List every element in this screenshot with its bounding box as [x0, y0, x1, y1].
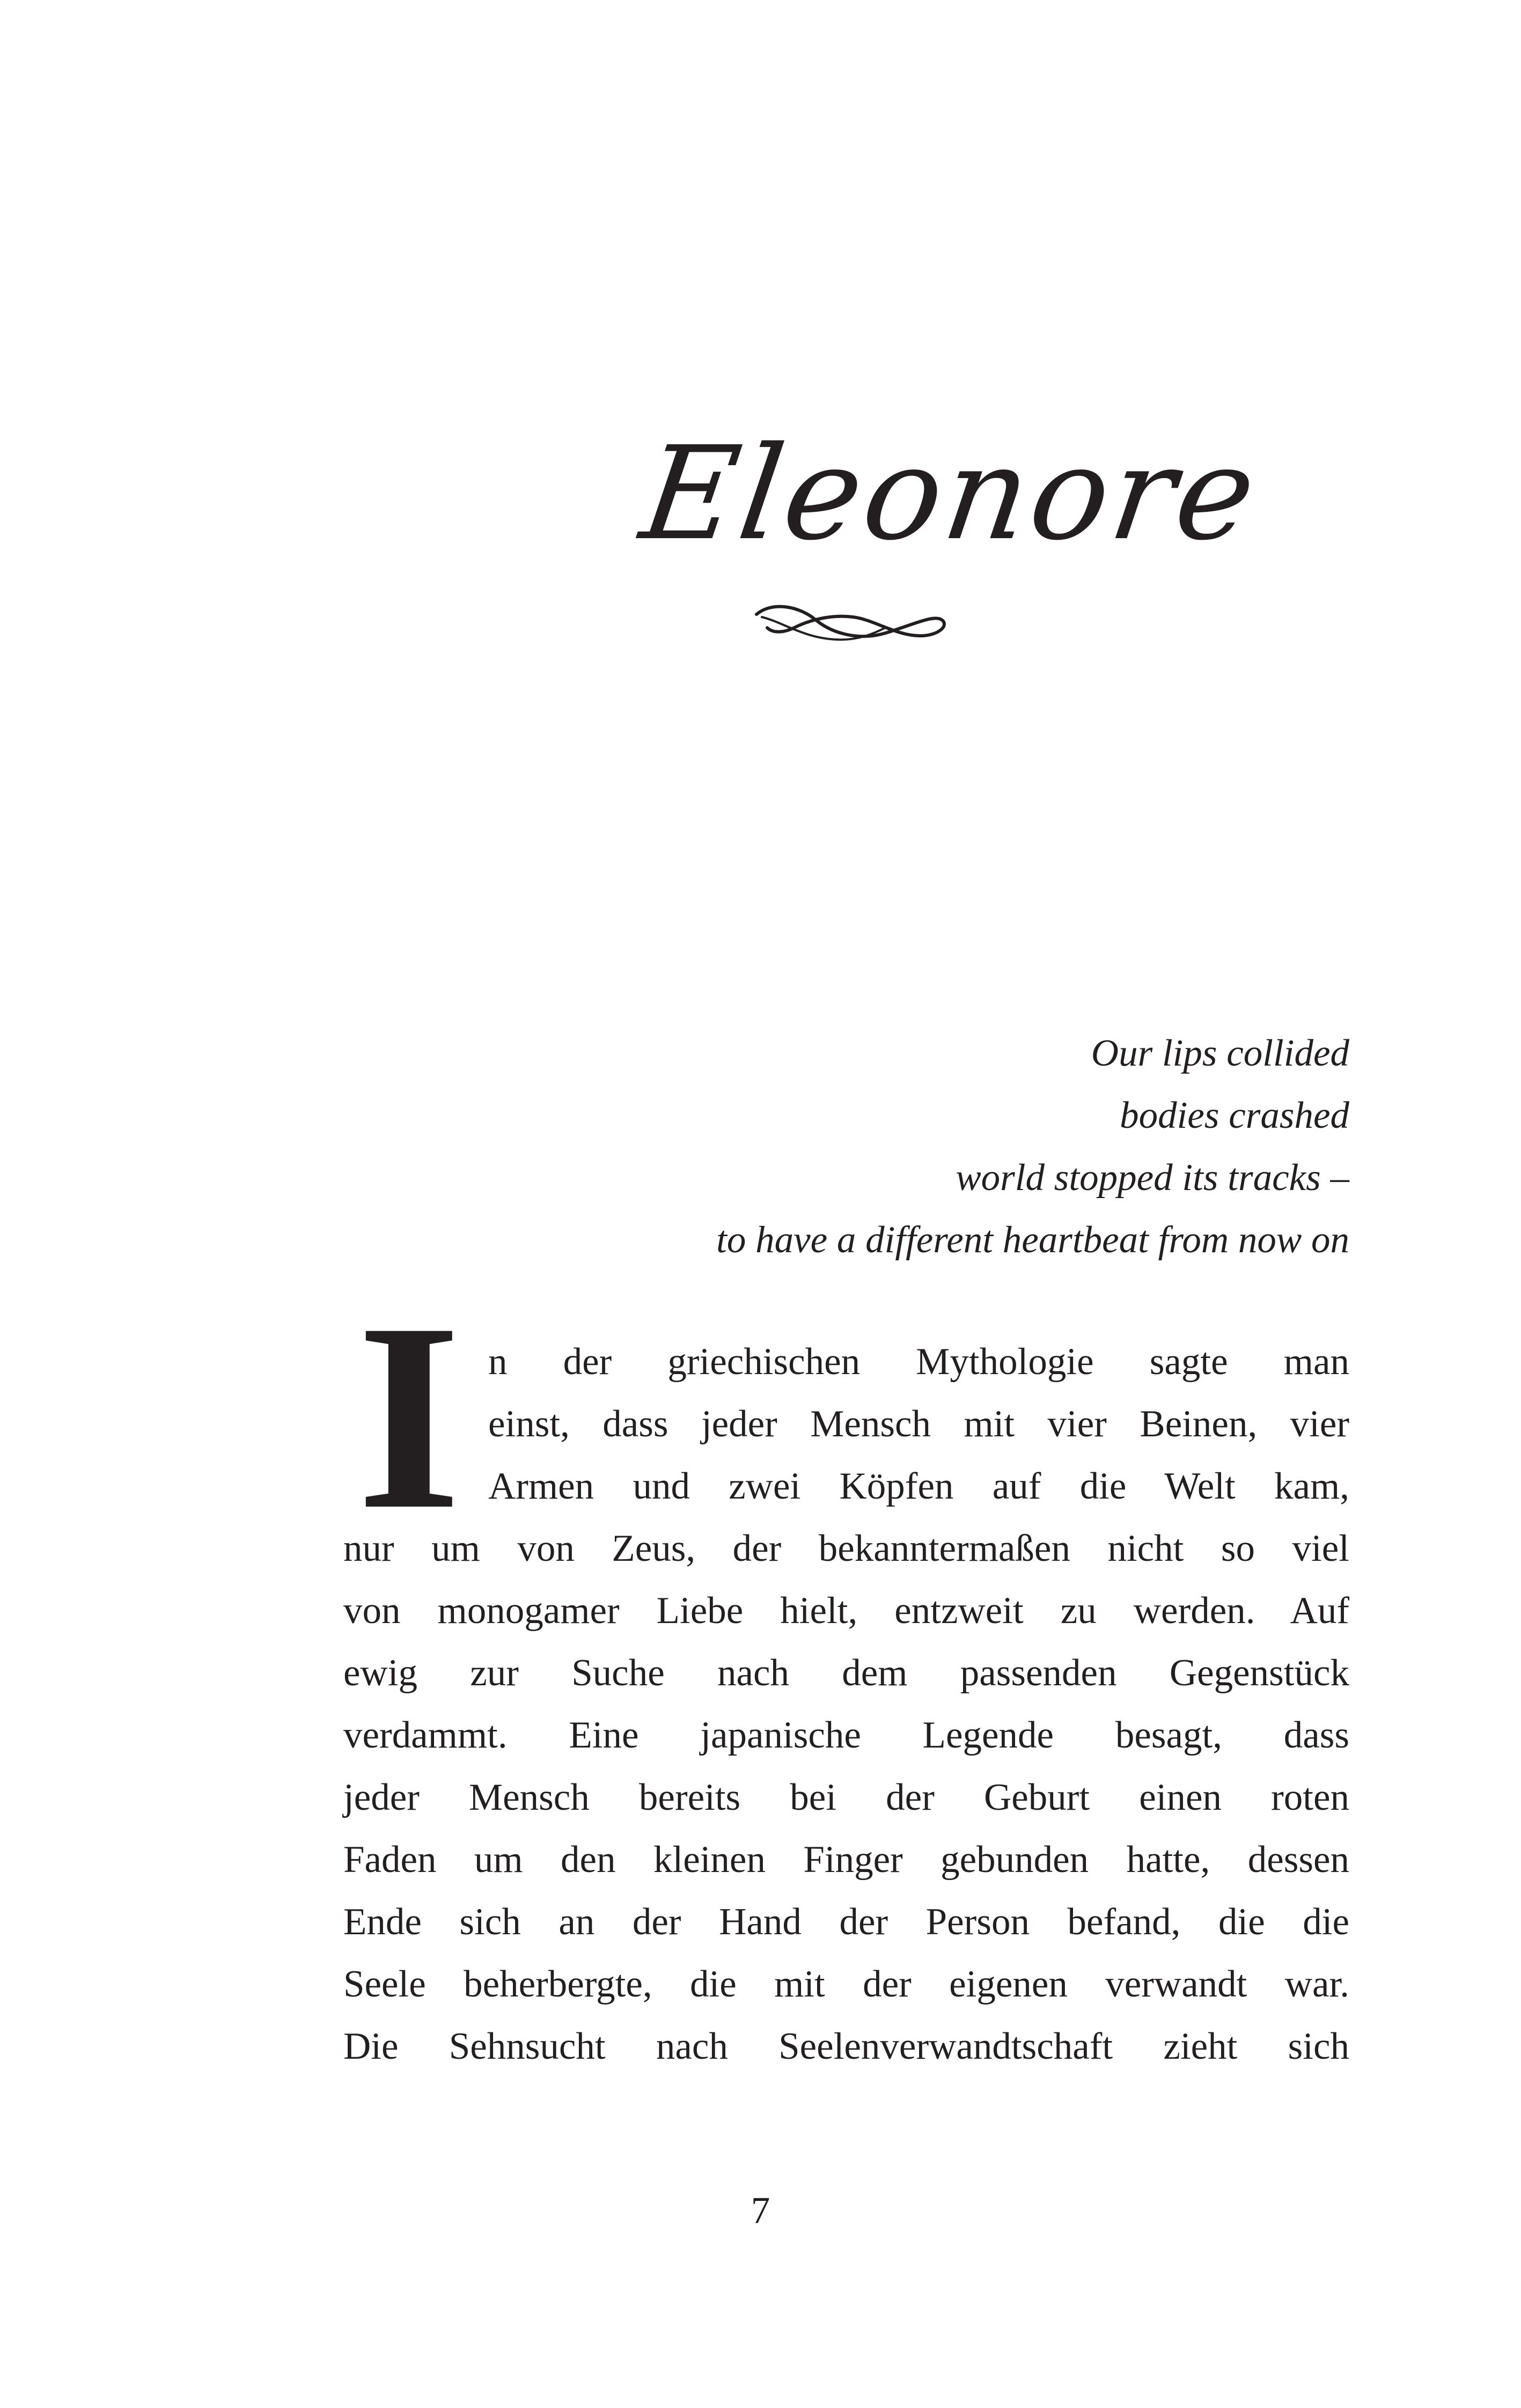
page-number: 7: [751, 2190, 770, 2231]
body-line: n der griechischen Mythologie sagte man: [488, 1341, 1349, 1383]
body-line: Seele beherbergte, die mit der eigenen verwandt war.: [343, 1963, 1349, 2005]
chapter-title: Eleonore: [633, 419, 1267, 569]
body-line: Armen und zwei Köpfen auf die Welt kam,: [488, 1465, 1349, 1507]
body-line: verdammt. Eine japanische Legende besagt, dass: [343, 1714, 1349, 1756]
body-line: ewig zur Suche nach dem passenden Gegenstück: [343, 1652, 1349, 1694]
flourish-ornament-icon: [751, 590, 955, 655]
body-line: einst, dass jeder Mensch mit vier Beinen, vier: [488, 1403, 1349, 1445]
epigraph-line: to have a different heartbeat from now on: [716, 1219, 1349, 1261]
drop-cap: I: [357, 1268, 461, 1565]
body-line: Faden um den kleinen Finger gebunden hatte, dessen: [343, 1839, 1349, 1881]
epigraph-line: Our lips collided: [1091, 1032, 1349, 1074]
epigraph-line: bodies crashed: [1120, 1095, 1349, 1136]
body-text: [343, 1331, 1349, 2077]
body-line: nur um von Zeus, der bekanntermaßen nicht so viel: [343, 1528, 1349, 1569]
body-line: von monogamer Liebe hielt, entzweit zu werden. Auf: [343, 1590, 1349, 1632]
body-line: jeder Mensch bereits bei der Geburt einen roten: [343, 1776, 1349, 1818]
epigraph: [491, 1022, 1349, 1271]
body-line: Ende sich an der Hand der Person befand, die die: [343, 1901, 1349, 1943]
epigraph-line: world stopped its tracks –: [956, 1157, 1349, 1199]
body-line: Die Sehnsucht nach Seelenverwandtschaft zieht sich: [343, 2025, 1349, 2067]
